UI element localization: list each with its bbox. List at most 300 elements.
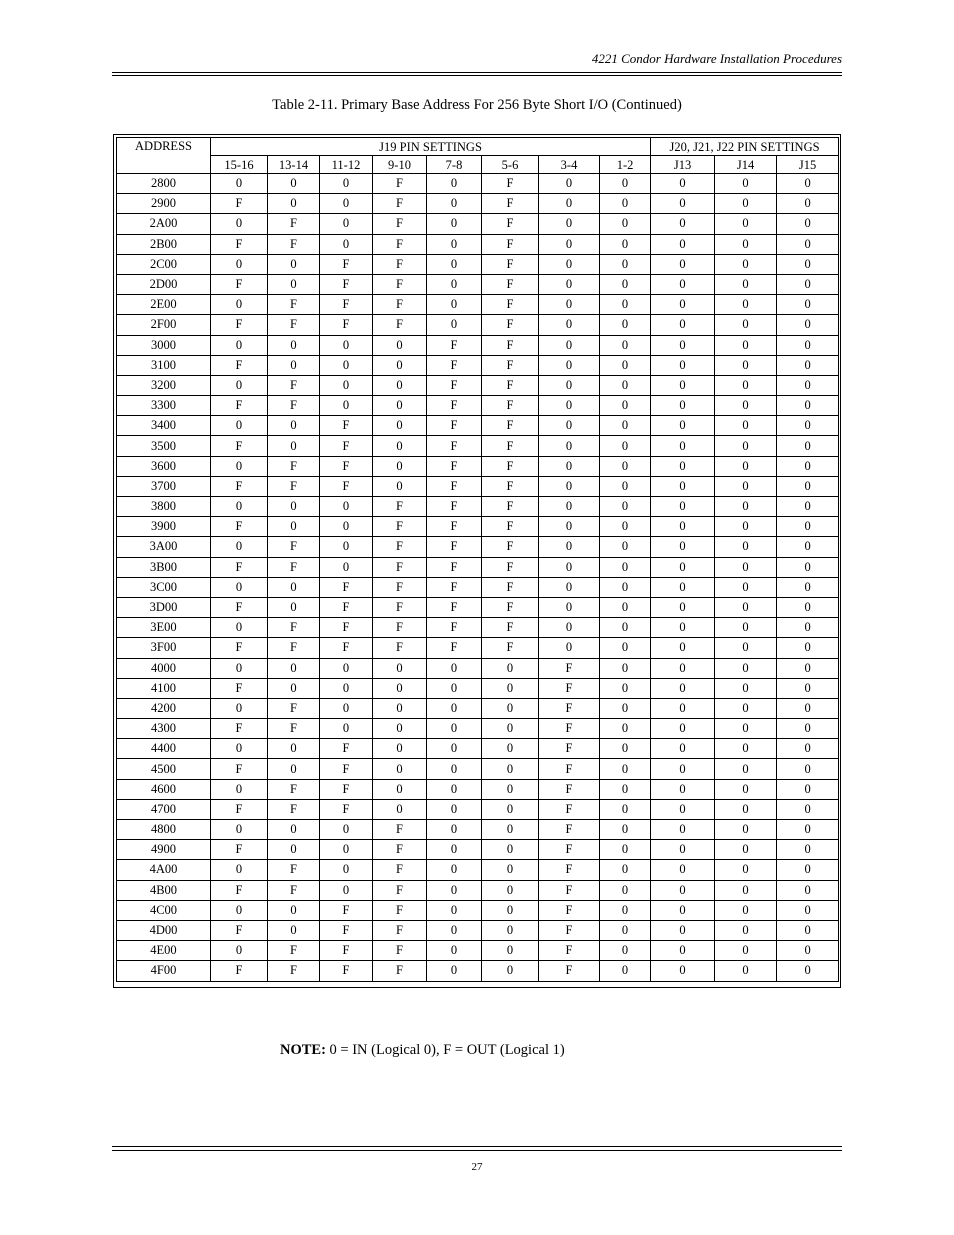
pin-setting-cell: F (211, 759, 268, 779)
pin-setting-cell: F (427, 436, 482, 456)
pin-setting-cell: F (482, 335, 539, 355)
pin-setting-cell: 0 (427, 880, 482, 900)
pin-setting-cell: F (211, 315, 268, 335)
pin-setting-cell: F (373, 497, 427, 517)
pin-setting-cell: 0 (373, 779, 427, 799)
footer-rule (112, 1150, 842, 1151)
pin-setting-cell: F (211, 476, 268, 496)
pin-setting-cell: 0 (600, 920, 651, 940)
pin-setting-cell: F (211, 194, 268, 214)
pin-setting-cell: 0 (651, 295, 715, 315)
table-row (117, 416, 839, 436)
pin-setting-cell: 0 (651, 678, 715, 698)
pin-setting-cell: 0 (427, 214, 482, 234)
pin-setting-cell: 0 (777, 759, 839, 779)
address-cell: 4700 (117, 799, 211, 819)
pin-setting-cell: 0 (211, 779, 268, 799)
pin-setting-cell: 0 (600, 194, 651, 214)
pin-setting-cell: 0 (600, 416, 651, 436)
pin-setting-cell: 0 (320, 396, 373, 416)
pin-setting-cell: F (373, 234, 427, 254)
pin-setting-cell: F (482, 638, 539, 658)
pin-setting-cell: 0 (715, 497, 777, 517)
pin-setting-cell: F (268, 799, 320, 819)
pin-setting-cell: 0 (715, 396, 777, 416)
pin-setting-cell: 0 (777, 517, 839, 537)
pin-setting-cell: 0 (320, 537, 373, 557)
pin-setting-cell: F (373, 174, 427, 194)
pin-setting-cell: 0 (600, 961, 651, 981)
pin-setting-cell: 0 (651, 355, 715, 375)
table-row (117, 436, 839, 456)
pin-setting-cell: 0 (777, 961, 839, 981)
pin-setting-cell: 0 (600, 274, 651, 294)
address-cell: 3B00 (117, 557, 211, 577)
pin-setting-cell: 0 (211, 900, 268, 920)
pin-setting-cell: 0 (600, 456, 651, 476)
pin-setting-cell: F (320, 618, 373, 638)
pin-setting-cell: F (211, 880, 268, 900)
pin-setting-cell: F (482, 476, 539, 496)
address-cell: 4400 (117, 739, 211, 759)
pin-setting-cell: 0 (539, 355, 600, 375)
address-cell: 2E00 (117, 295, 211, 315)
pin-setting-cell: 0 (427, 254, 482, 274)
pin-setting-cell: F (427, 597, 482, 617)
pin-setting-cell: F (373, 557, 427, 577)
pin-setting-cell: F (427, 497, 482, 517)
address-cell: 4F00 (117, 961, 211, 981)
pin-setting-cell: F (482, 254, 539, 274)
pin-setting-cell: 0 (777, 274, 839, 294)
address-cell: 3400 (117, 416, 211, 436)
pin-setting-cell: 0 (715, 900, 777, 920)
j20-group-header: J20, J21, J22 PIN SETTINGS (651, 138, 839, 156)
table-row (117, 719, 839, 739)
pin-setting-cell: 0 (600, 719, 651, 739)
pin-setting-cell: F (320, 274, 373, 294)
pin-setting-cell: 0 (600, 355, 651, 375)
page-number: 27 (471, 1161, 483, 1173)
pin-setting-cell: 0 (600, 254, 651, 274)
note (280, 1042, 565, 1059)
pin-setting-cell: F (373, 315, 427, 335)
pin-setting-cell: 0 (715, 779, 777, 799)
pin-setting-cell: 0 (651, 214, 715, 234)
pin-setting-cell: 0 (715, 194, 777, 214)
pin-setting-cell: 0 (482, 860, 539, 880)
pin-setting-cell: F (268, 557, 320, 577)
pin-setting-cell: 0 (320, 820, 373, 840)
pin-setting-cell: 0 (268, 355, 320, 375)
pin-setting-cell: 0 (600, 759, 651, 779)
pin-setting-cell: 0 (482, 920, 539, 940)
pin-setting-cell: 0 (373, 799, 427, 819)
pin-setting-cell: 0 (427, 941, 482, 961)
address-cell: 2F00 (117, 315, 211, 335)
pin-setting-cell: 0 (320, 880, 373, 900)
pin-setting-cell: 0 (651, 880, 715, 900)
pin-setting-cell: 0 (427, 234, 482, 254)
pin-setting-cell: 0 (211, 497, 268, 517)
pin-setting-cell: 0 (268, 416, 320, 436)
pin-setting-cell: 0 (715, 759, 777, 779)
pin-setting-cell: 0 (320, 497, 373, 517)
pin-setting-cell: F (427, 335, 482, 355)
note-label: NOTE: (280, 1042, 326, 1058)
pin-setting-cell: 0 (651, 436, 715, 456)
pin-setting-cell: F (211, 799, 268, 819)
pin-setting-cell: F (427, 355, 482, 375)
pin-setting-cell: 0 (651, 456, 715, 476)
pin-setting-cell: 0 (320, 658, 373, 678)
pin-setting-cell: 0 (715, 880, 777, 900)
pin-setting-cell: F (539, 658, 600, 678)
pin-setting-cell: 0 (539, 456, 600, 476)
pin-setting-cell: F (539, 698, 600, 718)
pin-setting-cell: 0 (777, 658, 839, 678)
pin-setting-cell: 0 (539, 295, 600, 315)
pin-setting-cell: F (320, 295, 373, 315)
pin-setting-cell: 0 (539, 476, 600, 496)
pin-setting-cell: 0 (320, 214, 373, 234)
address-column-header: ADDRESS (117, 138, 211, 174)
pin-setting-cell: F (268, 880, 320, 900)
pin-setting-cell: 0 (427, 194, 482, 214)
pin-setting-cell: F (211, 517, 268, 537)
pin-setting-cell: F (427, 638, 482, 658)
address-cell: 2B00 (117, 234, 211, 254)
address-cell: 2A00 (117, 214, 211, 234)
pin-column-header: J15 (777, 156, 839, 174)
pin-setting-cell: 0 (777, 900, 839, 920)
pin-setting-cell: 0 (651, 860, 715, 880)
pin-setting-cell: F (482, 396, 539, 416)
pin-setting-cell: F (427, 577, 482, 597)
pin-setting-cell: 0 (268, 678, 320, 698)
pin-setting-cell: F (539, 900, 600, 920)
table-row (117, 860, 839, 880)
pin-setting-cell: F (373, 941, 427, 961)
table-row (117, 840, 839, 860)
pin-setting-cell: F (482, 234, 539, 254)
pin-setting-cell: 0 (373, 436, 427, 456)
pin-setting-cell: F (373, 880, 427, 900)
pin-setting-cell: 0 (268, 820, 320, 840)
pin-setting-cell: 0 (320, 375, 373, 395)
address-cell: 3500 (117, 436, 211, 456)
pin-setting-cell: 0 (427, 698, 482, 718)
pin-setting-cell: 0 (777, 456, 839, 476)
pin-setting-cell: 0 (715, 961, 777, 981)
table-row (117, 295, 839, 315)
pin-setting-cell: 0 (373, 719, 427, 739)
pin-setting-cell: F (539, 779, 600, 799)
pin-setting-cell: F (268, 698, 320, 718)
pin-setting-cell: F (320, 961, 373, 981)
pin-setting-cell: F (268, 375, 320, 395)
address-cell: 3600 (117, 456, 211, 476)
pin-setting-cell: F (211, 234, 268, 254)
pin-setting-cell: F (211, 597, 268, 617)
pin-setting-cell: F (539, 739, 600, 759)
pin-setting-cell: 0 (320, 234, 373, 254)
pin-setting-cell: F (211, 638, 268, 658)
pin-setting-cell: 0 (211, 941, 268, 961)
pin-setting-cell: 0 (600, 214, 651, 234)
table-row (117, 355, 839, 375)
pin-setting-cell: 0 (600, 638, 651, 658)
pin-setting-cell: F (482, 557, 539, 577)
pin-column-header: J14 (715, 156, 777, 174)
pin-setting-cell: F (211, 920, 268, 940)
pin-setting-cell: 0 (211, 537, 268, 557)
pin-column-header: 11-12 (320, 156, 373, 174)
address-cell: 3900 (117, 517, 211, 537)
address-cell: 4D00 (117, 920, 211, 940)
table-row (117, 799, 839, 819)
pin-setting-cell: 0 (651, 476, 715, 496)
pin-setting-cell: 0 (715, 416, 777, 436)
pin-setting-cell: 0 (268, 840, 320, 860)
pin-column-header: 3-4 (539, 156, 600, 174)
pin-setting-cell: 0 (651, 597, 715, 617)
pin-setting-cell: 0 (539, 557, 600, 577)
pin-column-header: 5-6 (482, 156, 539, 174)
pin-setting-cell: F (211, 557, 268, 577)
pin-setting-cell: 0 (600, 799, 651, 819)
address-cell: 4200 (117, 698, 211, 718)
pin-setting-cell: F (373, 194, 427, 214)
table-row (117, 335, 839, 355)
pin-setting-cell: 0 (715, 678, 777, 698)
pin-setting-cell: F (373, 820, 427, 840)
pin-setting-cell: 0 (320, 355, 373, 375)
address-cell: 4100 (117, 678, 211, 698)
pin-setting-cell: 0 (482, 941, 539, 961)
pin-setting-cell: F (320, 416, 373, 436)
table-row (117, 698, 839, 718)
pin-setting-cell: F (320, 597, 373, 617)
pin-setting-cell: 0 (651, 698, 715, 718)
pin-setting-cell: 0 (211, 214, 268, 234)
pin-setting-cell: 0 (715, 214, 777, 234)
pin-setting-cell: 0 (777, 254, 839, 274)
address-cell: 4900 (117, 840, 211, 860)
table-row (117, 880, 839, 900)
pin-setting-cell: F (482, 456, 539, 476)
pin-setting-cell: 0 (777, 194, 839, 214)
pin-setting-cell: 0 (600, 537, 651, 557)
pin-setting-cell: F (373, 597, 427, 617)
pin-setting-cell: F (320, 254, 373, 274)
pin-setting-cell: 0 (651, 335, 715, 355)
pin-setting-cell: 0 (651, 577, 715, 597)
pin-setting-cell: 0 (427, 799, 482, 819)
pin-setting-cell: 0 (777, 577, 839, 597)
pin-setting-cell: 0 (373, 476, 427, 496)
pin-setting-cell: F (268, 779, 320, 799)
pin-setting-cell: F (482, 597, 539, 617)
pin-setting-cell: 0 (651, 961, 715, 981)
table-row (117, 597, 839, 617)
pin-setting-cell: F (373, 577, 427, 597)
pin-setting-cell: F (268, 234, 320, 254)
pin-setting-cell: F (268, 476, 320, 496)
address-cell: 3E00 (117, 618, 211, 638)
pin-setting-cell: 0 (211, 335, 268, 355)
pin-setting-cell: F (482, 577, 539, 597)
pin-setting-cell: 0 (651, 274, 715, 294)
pin-setting-cell: 0 (715, 799, 777, 819)
pin-setting-cell: F (320, 920, 373, 940)
header-row-groups (117, 138, 839, 156)
header-rule (112, 75, 842, 76)
pin-setting-cell: 0 (482, 759, 539, 779)
pin-setting-cell: 0 (600, 658, 651, 678)
pin-setting-cell: F (482, 315, 539, 335)
pin-setting-cell: 0 (539, 416, 600, 436)
table-row (117, 456, 839, 476)
pin-setting-cell: 0 (211, 820, 268, 840)
table-row (117, 174, 839, 194)
table-row (117, 537, 839, 557)
pin-setting-cell: 0 (651, 618, 715, 638)
pin-setting-cell: F (427, 456, 482, 476)
pin-setting-cell: F (268, 295, 320, 315)
pin-setting-cell: F (427, 517, 482, 537)
pin-setting-cell: 0 (320, 698, 373, 718)
pin-setting-cell: 0 (482, 658, 539, 678)
pin-setting-cell: 0 (373, 658, 427, 678)
pin-setting-cell: 0 (600, 335, 651, 355)
table-row (117, 497, 839, 517)
address-cell: 4A00 (117, 860, 211, 880)
pin-setting-cell: 0 (427, 174, 482, 194)
pin-setting-cell: 0 (539, 597, 600, 617)
pin-setting-cell: 0 (600, 698, 651, 718)
pin-setting-cell: 0 (777, 416, 839, 436)
pin-setting-cell: 0 (600, 174, 651, 194)
pin-setting-cell: 0 (651, 497, 715, 517)
pin-setting-cell: 0 (427, 900, 482, 920)
address-cell: 4300 (117, 719, 211, 739)
pin-setting-cell: 0 (777, 537, 839, 557)
pin-setting-cell: F (482, 174, 539, 194)
pin-setting-cell: 0 (320, 840, 373, 860)
pin-setting-cell: 0 (777, 799, 839, 819)
pin-setting-cell: 0 (651, 719, 715, 739)
pin-setting-cell: F (320, 638, 373, 658)
address-cell: 2800 (117, 174, 211, 194)
table-row (117, 900, 839, 920)
pin-setting-cell: 0 (482, 880, 539, 900)
pin-setting-cell: 0 (600, 577, 651, 597)
table-row (117, 254, 839, 274)
table-row (117, 920, 839, 940)
pin-setting-cell: 0 (320, 719, 373, 739)
pin-setting-cell: 0 (600, 315, 651, 335)
pin-setting-cell: 0 (373, 396, 427, 416)
pin-setting-cell: 0 (427, 961, 482, 981)
table-row (117, 557, 839, 577)
pin-setting-cell: F (268, 315, 320, 335)
pin-setting-cell: 0 (715, 658, 777, 678)
pin-setting-cell: F (268, 941, 320, 961)
pin-setting-cell: F (320, 941, 373, 961)
pin-setting-cell: 0 (268, 658, 320, 678)
pin-setting-cell: 0 (777, 618, 839, 638)
pin-setting-cell: 0 (539, 194, 600, 214)
pin-setting-cell: 0 (651, 900, 715, 920)
table-row (117, 577, 839, 597)
pin-setting-cell: 0 (651, 920, 715, 940)
pin-setting-cell: 0 (268, 739, 320, 759)
pin-setting-cell: 0 (651, 375, 715, 395)
pin-setting-cell: F (373, 961, 427, 981)
pin-setting-cell: 0 (651, 254, 715, 274)
pin-setting-cell: 0 (600, 295, 651, 315)
pin-setting-cell: 0 (539, 497, 600, 517)
pin-setting-cell: 0 (715, 840, 777, 860)
pin-setting-cell: 0 (539, 638, 600, 658)
pin-setting-cell: 0 (715, 698, 777, 718)
pin-setting-cell: 0 (268, 597, 320, 617)
pin-setting-cell: 0 (600, 517, 651, 537)
address-cell: 3000 (117, 335, 211, 355)
pin-setting-cell: 0 (268, 517, 320, 537)
pin-setting-cell: F (373, 274, 427, 294)
pin-setting-cell: 0 (600, 375, 651, 395)
pin-setting-cell: F (482, 517, 539, 537)
table-frame (113, 134, 841, 988)
pin-setting-cell: F (482, 194, 539, 214)
pin-setting-cell: 0 (651, 557, 715, 577)
pin-setting-cell: 0 (777, 820, 839, 840)
pin-setting-cell: 0 (268, 920, 320, 940)
pin-setting-cell: 0 (211, 618, 268, 638)
pin-setting-cell: F (427, 416, 482, 436)
pin-setting-cell: 0 (777, 396, 839, 416)
pin-setting-cell: 0 (777, 436, 839, 456)
pin-setting-cell: 0 (373, 416, 427, 436)
pin-setting-cell: F (482, 375, 539, 395)
pin-setting-cell: 0 (777, 174, 839, 194)
pin-setting-cell: F (373, 638, 427, 658)
pin-setting-cell: F (320, 739, 373, 759)
pin-setting-cell: 0 (427, 719, 482, 739)
pin-setting-cell: F (268, 396, 320, 416)
pin-setting-cell: 0 (427, 658, 482, 678)
pin-setting-cell: 0 (651, 315, 715, 335)
pin-setting-cell: F (211, 678, 268, 698)
pin-setting-cell: 0 (427, 315, 482, 335)
address-cell: 4E00 (117, 941, 211, 961)
pin-setting-cell: 0 (539, 254, 600, 274)
pin-setting-cell: F (320, 759, 373, 779)
pin-setting-cell: 0 (211, 416, 268, 436)
pin-setting-cell: 0 (373, 335, 427, 355)
address-cell: 2900 (117, 194, 211, 214)
pin-setting-cell: F (539, 880, 600, 900)
pin-setting-cell: 0 (320, 174, 373, 194)
pin-setting-cell: F (482, 214, 539, 234)
pin-setting-cell: 0 (777, 497, 839, 517)
pin-setting-cell: 0 (715, 456, 777, 476)
pin-setting-cell: 0 (777, 476, 839, 496)
pin-setting-cell: 0 (777, 214, 839, 234)
pin-setting-cell: 0 (373, 678, 427, 698)
